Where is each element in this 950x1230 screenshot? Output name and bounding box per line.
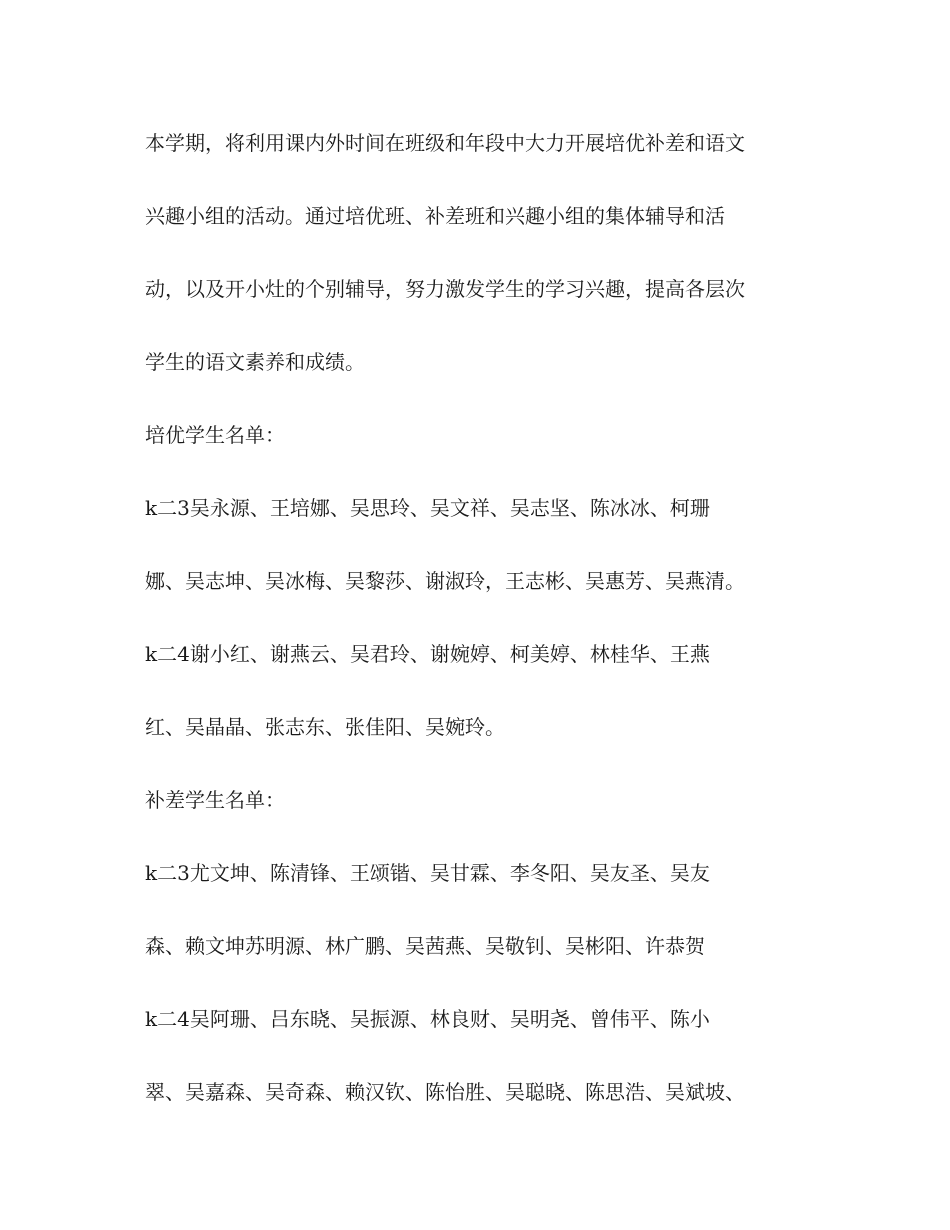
paragraph-line-4: 学生的语文素养和成绩。 xyxy=(145,350,365,374)
paragraph-line-2: 兴趣小组的活动。通过培优班、补差班和兴趣小组的集体辅导和活 xyxy=(145,204,725,228)
paragraph-line-3: 动，以及开小灶的个别辅导，努力激发学生的学习兴趣，提高各层次 xyxy=(145,277,745,301)
section-heading-top-students: 培优学生名单： xyxy=(145,423,285,447)
remedial-students-class4-line-1: k二4吴阿珊、吕东晓、吴振源、林良财、吴明尧、曾伟平、陈小 xyxy=(145,1007,710,1031)
top-students-class3-line-1: k二3吴永源、王培娜、吴思玲、吴文祥、吴志坚、陈冰冰、柯珊 xyxy=(145,496,710,520)
remedial-students-class4-line-2: 翠、吴嘉森、吴奇森、赖汉钦、陈怡胜、吴聪晓、陈思浩、吴斌坡、 xyxy=(145,1080,745,1104)
paragraph-line-1: 本学期，将利用课内外时间在班级和年段中大力开展培优补差和语文 xyxy=(145,131,745,155)
remedial-students-class3-line-1: k二3尤文坤、陈清锋、王颂锴、吴甘霖、李冬阳、吴友圣、吴友 xyxy=(145,861,710,885)
top-students-class4-line-1: k二4谢小红、谢燕云、吴君玲、谢婉婷、柯美婷、林桂华、王燕 xyxy=(145,642,710,666)
top-students-class4-line-2: 红、吴晶晶、张志东、张佳阳、吴婉玲。 xyxy=(145,715,505,739)
section-heading-remedial-students: 补差学生名单： xyxy=(145,788,285,812)
remedial-students-class3-line-2: 森、赖文坤苏明源、林广鹏、吴茜燕、吴敬钊、吴彬阳、许恭贺 xyxy=(145,934,705,958)
top-students-class3-line-2: 娜、吴志坤、吴冰梅、吴黎莎、谢淑玲，王志彬、吴惠芳、吴燕清。 xyxy=(145,569,745,593)
